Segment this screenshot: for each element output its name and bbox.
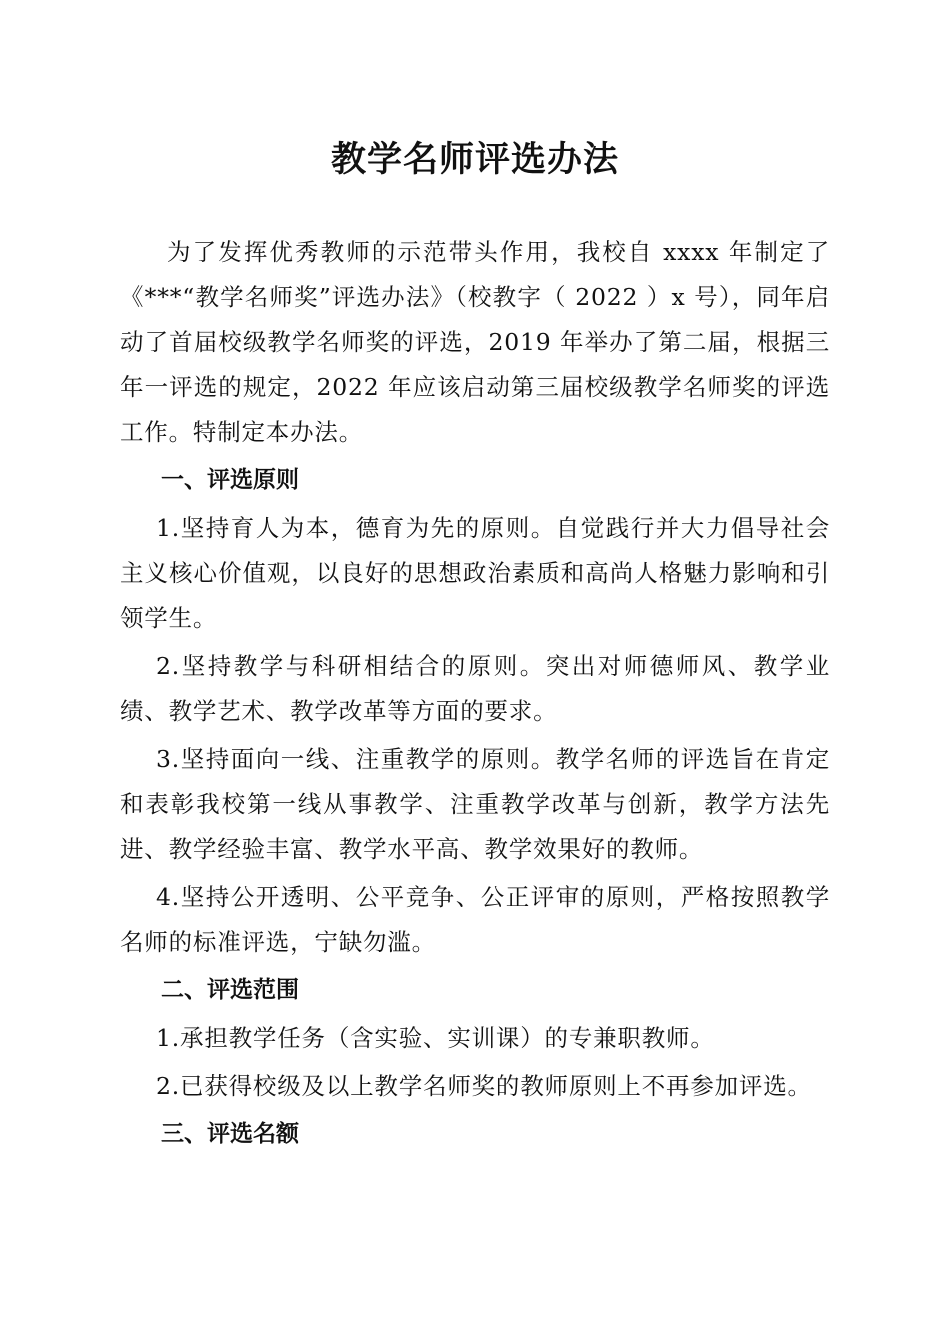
principle-item-4: 4.坚持公开透明、公平竞争、公正评审的原则，严格按照教学名师的标准评选，宁缺勿滥。 — [120, 883, 830, 956]
principle-item-2: 2.坚持教学与科研相结合的原则。突出对师德师风、教学业绩、教学艺术、教学改革等方面的要求。 — [120, 652, 830, 725]
scope-item-2: 2.已获得校级及以上教学名师奖的教师原则上不再参加评选。 — [156, 1072, 812, 1100]
scope-item-1: 1.承担教学任务（含实验、实训课）的专兼职教师。 — [156, 1024, 715, 1052]
section-heading-quota: 三、评选名额 — [161, 1121, 299, 1147]
section-heading-scope: 二、评选范围 — [161, 977, 299, 1003]
principle-item-3: 3.坚持面向一线、注重教学的原则。教学名师的评选旨在肯定和表彰我校第一线从事教学、注重教学改革与创新，教学方法先进、教学经验丰富、教学水平高、教学效果好的教师。 — [120, 745, 830, 863]
principle-item-1: 1.坚持育人为本，德育为先的原则。自觉践行并大力倡导社会主义核心价值观，以良好的思想政治素质和高尚人格魅力影响和引领学生。 — [120, 514, 830, 632]
document-title: 教学名师评选办法 — [330, 139, 619, 180]
intro-paragraph: 为了发挥优秀教师的示范带头作用，我校自 xxxx 年制定了《***“教学名师奖”评选办法》（校教字（ 2022 ）x 号），同年启动了首届校级教学名师奖的评选，2019 年举办了第二届，根据三年一评选的规定，2022 年应该启动第三届校级教学名师奖的评选工作。特制定本办法。 — [120, 238, 830, 446]
section-heading-principles: 一、评选原则 — [161, 467, 299, 493]
document-body — [120, 230, 830, 1160]
